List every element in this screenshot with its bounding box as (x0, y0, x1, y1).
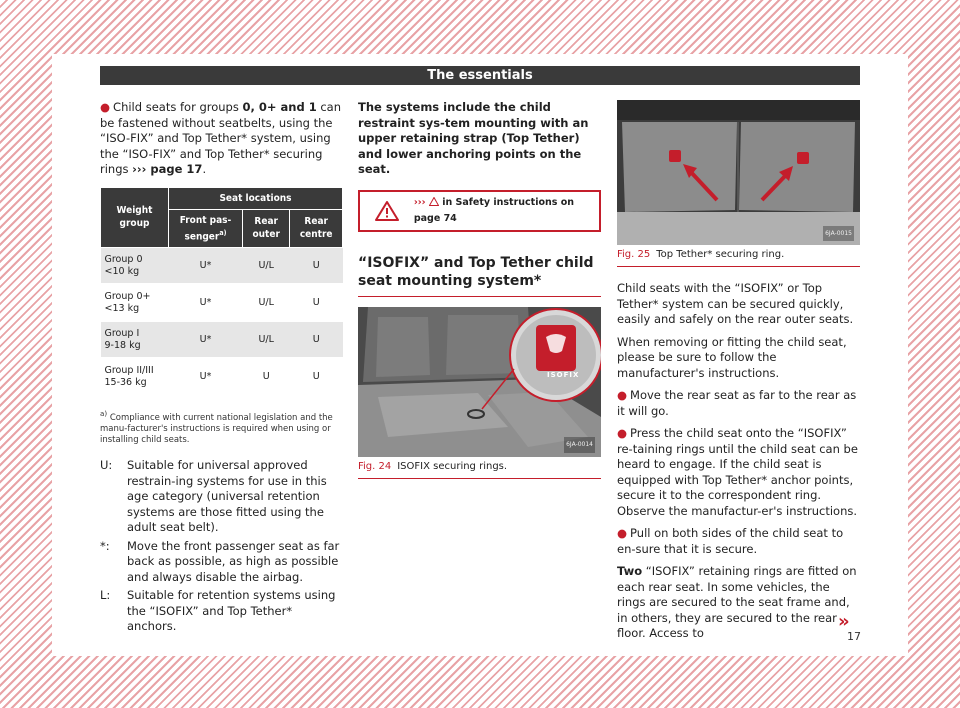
table-legend (100, 458, 343, 635)
table-row: Group 0+ <13 kg U* U/L U (101, 284, 343, 321)
column-middle (358, 100, 601, 479)
column-right (617, 100, 860, 649)
list-item: ● Move the rear seat as far to the rear as it will go. (617, 388, 857, 418)
small-warning-icon (429, 197, 439, 206)
warning-triangle-icon (360, 200, 414, 222)
table-row: Group 0 <10 kg U* U/L U (101, 247, 343, 284)
th-rear-outer: Rear outer (243, 209, 290, 247)
table-row: Group I 9-18 kg U* U/L U (101, 321, 343, 358)
table-row: Group II/III 15-36 kg U* U U (101, 358, 343, 395)
figure-code: 6JA-0014 (564, 437, 595, 453)
th-weight-group: Weight group (101, 187, 169, 247)
figure-top-tether (617, 100, 860, 245)
safety-warning-box[interactable]: ››› in Safety instructions on page 74 (358, 190, 601, 232)
table-footnote: $^{a)}$ Compliance with current national legislation and the manu-facturer's instructions is required when using or installing child seats. (100, 409, 333, 446)
section-title: “ISOFIX” and Top Tether child seat mounting system* (358, 254, 601, 297)
th-seat-locations: Seat locations (169, 187, 343, 209)
legend-item: L: Suitable for retention systems using the “ISOFIX” and Top Tether* anchors. (100, 588, 336, 634)
page-number: 17 (847, 630, 861, 643)
systems-intro: The systems include the child restraint sys-tem mounting with an upper retaining strap (Top Tether) and lower anchoring points on the seat. (358, 100, 589, 176)
figure-caption: Fig. 24 ISOFIX securing rings. (358, 457, 601, 479)
child-seat-table (100, 187, 343, 397)
body-text: Child seats with the “ISOFIX” or Top Tether* system can be secured quickly, easily and safely on the rear outer seats. When removing or fitting the child seat, please be sure to follow the manufacturer's instructions. ● Move the rear seat as far to the rear as it will go. ● Press the child seat onto the “ISOFIX” re-taining rings until the child seat can be heard to engage. If the child seat is equipped with Top Tether* anchor points, secure it to the correspondent ring. Observe the manufactur-er's instructions. ● Pull on both sides of the child seat to en-sure that it is secure. Two “ISOFIX” retaining rings are fitted on each rear seat. In some vehicles, the rings are secured to the seat frame and, in others, they are secured to the rear floor. Access to (617, 281, 860, 642)
figure-caption: Fig. 25 Top Tether* securing ring. (617, 245, 860, 267)
th-front-passenger: Front pas-senger$^{a)}$ (169, 209, 243, 247)
page-link[interactable]: ››› page 17 (132, 162, 203, 176)
isofix-badge: ISOFIX (547, 370, 580, 379)
continue-arrow-icon: » (838, 611, 850, 632)
legend-item: *: Move the front passenger seat as far back as possible, as high as possible and always disable the airbag. (100, 538, 340, 584)
list-item: ● Press the child seat onto the “ISOFIX” re-taining rings until the child seat can be heard to engage. If the child seat is equipped with Top Tether* anchor points, secure it to the correspondent ring. Observe the manufactur-er's instructions. (617, 426, 858, 518)
column-left (100, 100, 343, 638)
legend-item: U: Suitable for universal approved restrain-ing systems for use in this age category (universal retention systems are those fitted using the adult seat belt). (100, 458, 327, 535)
th-rear-centre: Rear centre (290, 209, 343, 247)
figure-code: 6JA-0015 (823, 226, 854, 242)
bullet-icon: ● (100, 100, 111, 114)
intro-paragraph: ● Child seats for groups 0, 0+ and 1 can be fastened without seatbelts, using the “ISO-FIX” and Top Tether* system, using the “ISO-FIX” and Top Tether* securing rings ››› page 17. (100, 100, 342, 176)
list-item: ● Pull on both sides of the child seat to en-sure that it is secure. (617, 526, 844, 556)
figure-isofix-rings (358, 307, 601, 457)
chapter-header: The essentials (100, 66, 860, 85)
